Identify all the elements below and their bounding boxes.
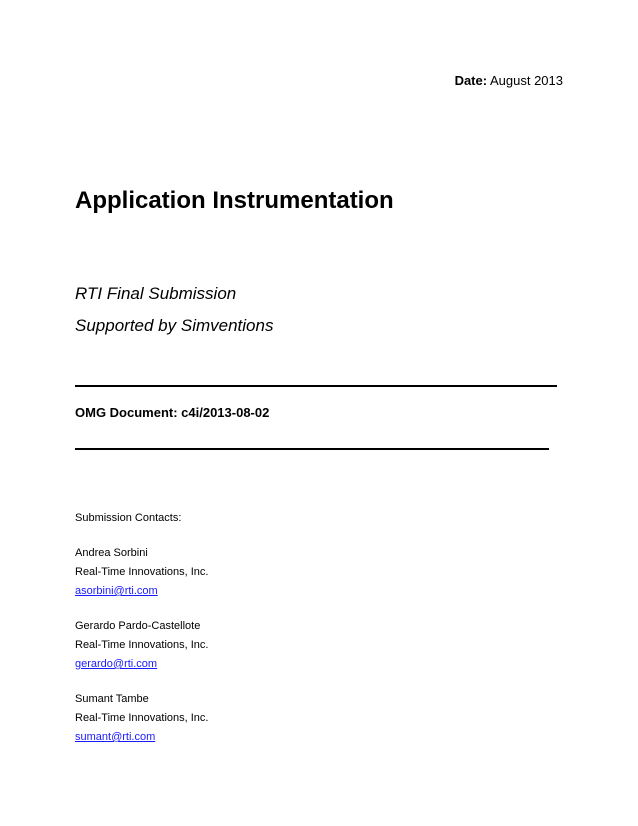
contact-name: Andrea Sorbini [75,547,148,559]
document-date [455,73,563,89]
contact-email-link[interactable]: sumant@rti.com [75,731,156,743]
document-title: Application Instrumentation [75,187,394,214]
date-label: Date: [454,73,488,88]
contact-company: Real-Time Innovations, Inc. [75,639,209,651]
top-divider [75,385,557,387]
contact-email-link[interactable]: gerardo@rti.com [75,658,158,670]
contact-company: Real-Time Innovations, Inc. [75,712,209,724]
contact-name: Sumant Tambe [75,693,149,705]
document-subtitle-supporter: Supported by Simventions [75,316,274,335]
contacts-heading: Submission Contacts: [75,512,182,524]
contact-name: Gerardo Pardo-Castellote [75,620,201,632]
contact-email-link[interactable]: asorbini@rti.com [75,585,158,597]
date-value: August 2013 [489,73,563,88]
omg-document-number: OMG Document: c4i/2013-08-02 [75,405,270,420]
document-subtitle-submission: RTI Final Submission [75,284,237,303]
bottom-divider [75,448,549,450]
contact-company: Real-Time Innovations, Inc. [75,566,209,578]
